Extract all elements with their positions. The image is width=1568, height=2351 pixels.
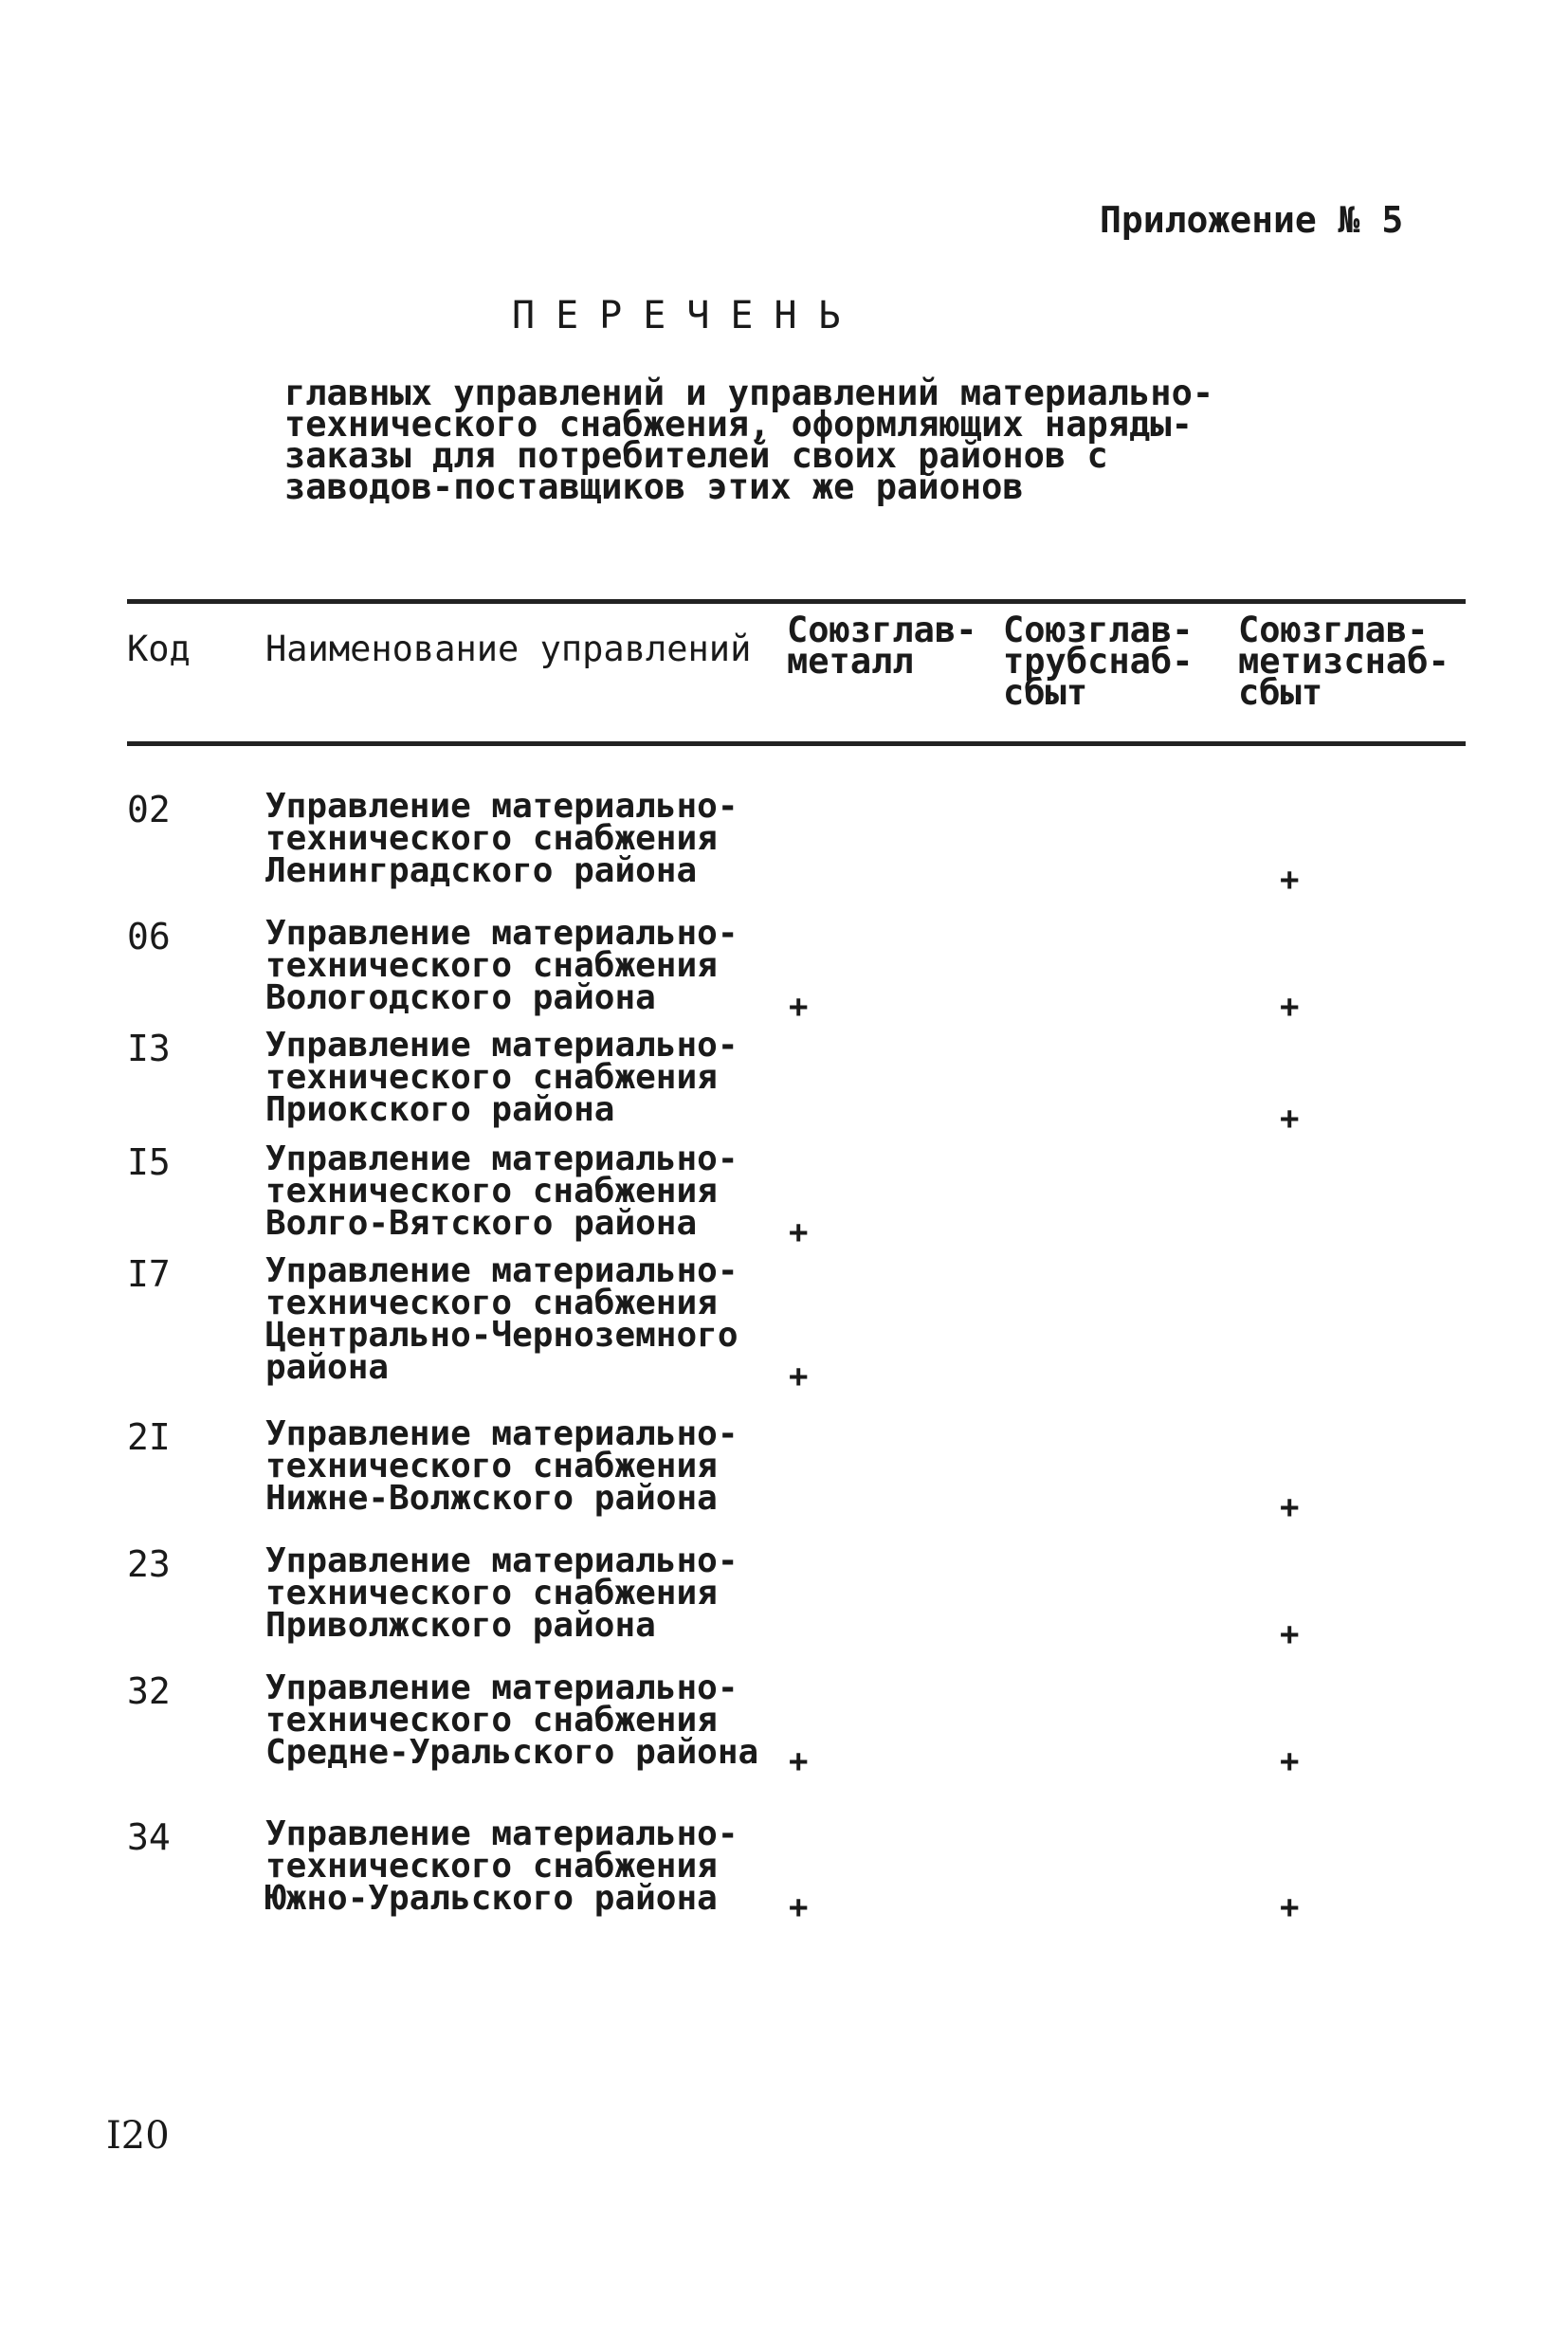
row-mark-col3: +	[1280, 1888, 1300, 1926]
row-name: Управление материально- технического снабжения Средне-Уральского района	[265, 1668, 759, 1772]
page-number: I20	[106, 2114, 170, 2158]
row-name: Управление материально- технического снабжения Центрально-Черноземного района	[265, 1251, 738, 1387]
row-mark-col1: +	[789, 1742, 809, 1780]
row-code: 32	[127, 1670, 171, 1712]
header-code: Код	[127, 629, 191, 669]
appendix-label: Приложение № 5	[1100, 199, 1404, 241]
row-mark-col1: +	[789, 1213, 809, 1251]
row-mark-col3: +	[1280, 1615, 1300, 1653]
row-code: I3	[127, 1028, 171, 1069]
page-title: ПЕРЕЧЕНЬ	[512, 294, 862, 337]
row-mark-col1: +	[789, 1358, 809, 1395]
row-code: 23	[127, 1543, 171, 1585]
row-mark-col3: +	[1280, 988, 1300, 1026]
row-code: I7	[127, 1253, 171, 1295]
row-code: 2I	[127, 1416, 171, 1458]
row-code: 06	[127, 916, 171, 957]
row-name: Управление материально- технического снабжения Вологодского района	[265, 914, 738, 1017]
row-code: I5	[127, 1141, 171, 1183]
header-col1: Союзглав- металл	[787, 610, 977, 682]
row-name: Управление материально- технического снабжения Южно-Уральского района	[265, 1814, 738, 1918]
row-name: Управление материально- технического снабжения Приокского района	[265, 1026, 738, 1129]
row-name: Управление материально- технического снабжения Волго-Вятского района	[265, 1139, 738, 1243]
table-top-rule	[127, 599, 1466, 604]
row-code: 34	[127, 1816, 171, 1858]
row-mark-col1: +	[789, 988, 809, 1026]
row-mark-col1: +	[789, 1888, 809, 1926]
header-col2: Союзглав- трубснаб- сбыт	[1003, 610, 1194, 713]
table-header-rule	[127, 741, 1466, 746]
page-subtitle: главных управлений и управлений материально- технического снабжения, оформляющих наряды- заказы для потребителей своих районов с заводов-поставщиков этих же районов	[284, 373, 1214, 507]
row-mark-col3: +	[1280, 1488, 1300, 1526]
row-mark-col3: +	[1280, 1100, 1300, 1138]
header-col3: Союзглав- метизснаб- сбыт	[1238, 610, 1449, 713]
row-mark-col3: +	[1280, 861, 1300, 899]
row-code: 02	[127, 789, 171, 830]
row-name: Управление материально- технического снабжения Ленинградского района	[265, 787, 738, 890]
row-name: Управление материально- технического снабжения Нижне-Волжского района	[265, 1414, 738, 1518]
row-mark-col3: +	[1280, 1742, 1300, 1780]
row-name: Управление материально- технического снабжения Приволжского района	[265, 1541, 738, 1645]
header-name: Наименование управлений	[265, 629, 752, 669]
